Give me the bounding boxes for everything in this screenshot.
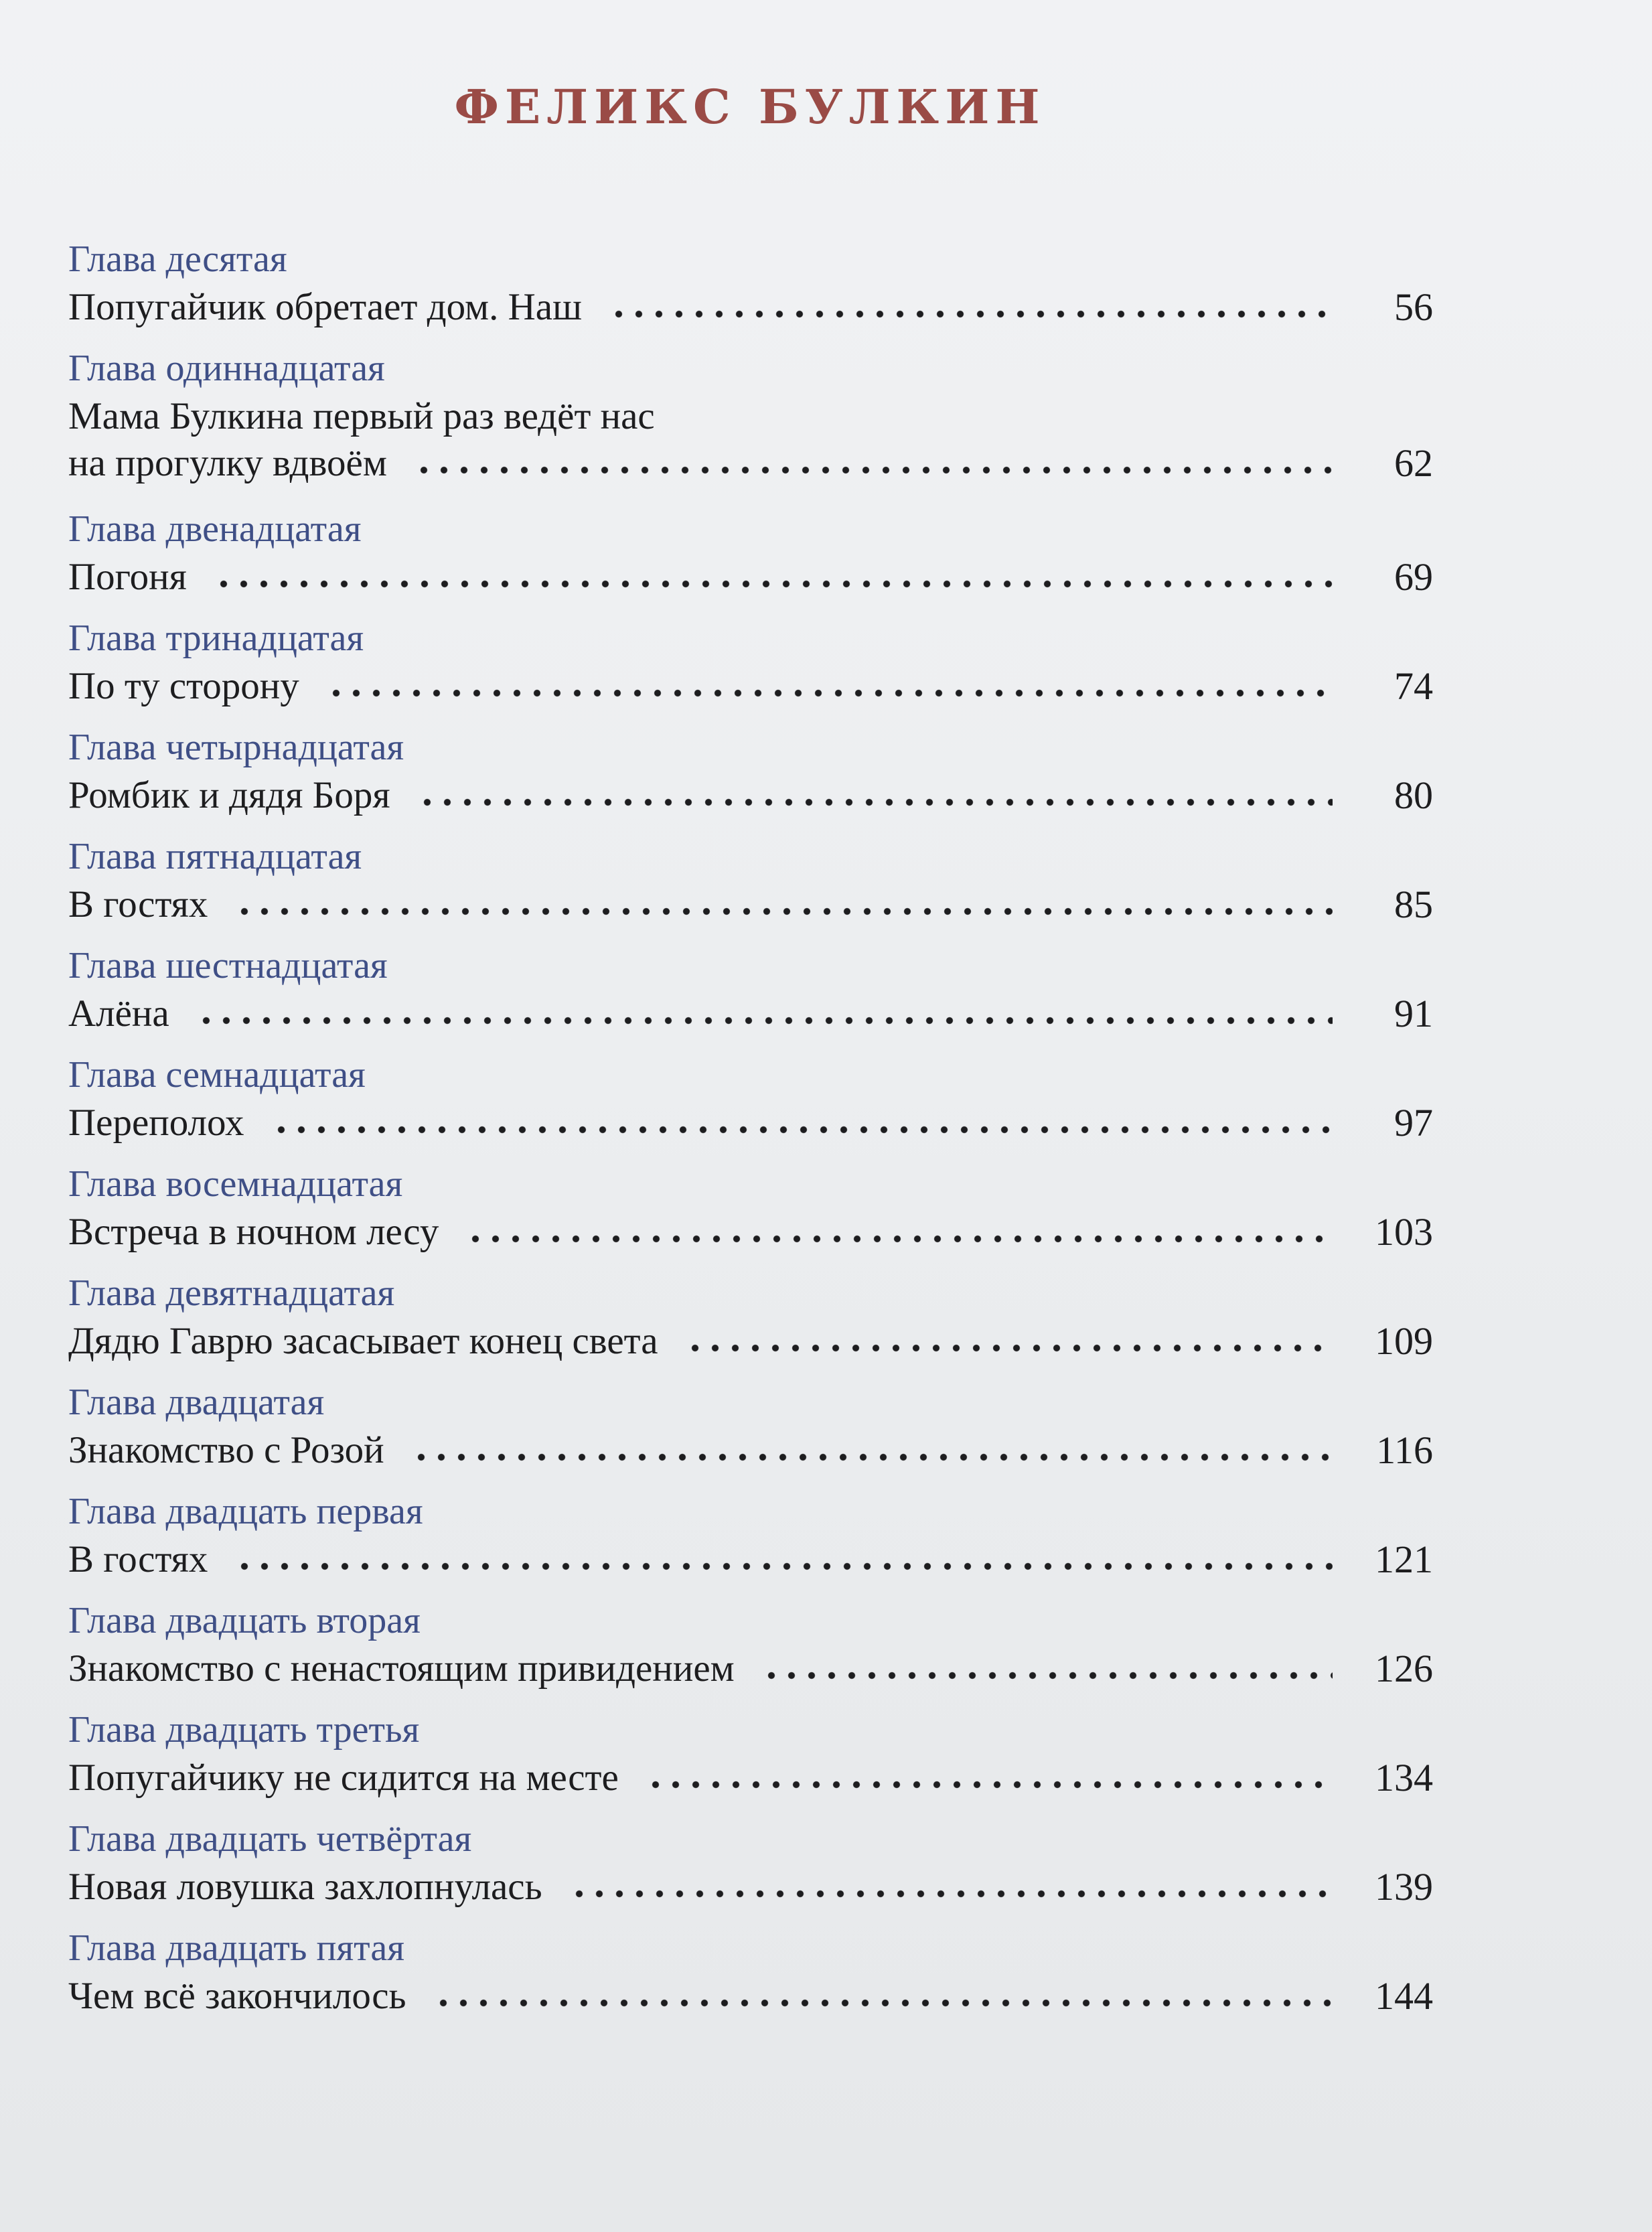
dot-leader bbox=[411, 1450, 1333, 1464]
chapter-title: Новая ловушка захлопнулась bbox=[68, 1866, 542, 1908]
chapter-title: По ту сторону bbox=[68, 665, 299, 707]
chapter-title: Погоня bbox=[68, 556, 187, 598]
dot-leader bbox=[761, 1669, 1333, 1682]
chapter-label: Глава девятнадцатая bbox=[68, 1272, 395, 1314]
chapter-title: на прогулку вдвоём bbox=[68, 442, 387, 484]
dot-leader bbox=[646, 1778, 1333, 1791]
chapter-title: В гостях bbox=[68, 883, 208, 925]
chapter-label: Глава тринадцатая bbox=[68, 617, 364, 659]
toc-entry bbox=[54, 238, 1433, 347]
chapter-label: Глава одиннадцатая bbox=[68, 348, 385, 389]
chapter-title-line1: Мама Булкина первый раз ведёт нас bbox=[68, 395, 655, 437]
dot-leader bbox=[569, 1887, 1333, 1901]
toc-line bbox=[68, 394, 1433, 439]
dot-leader bbox=[326, 686, 1333, 700]
dot-leader bbox=[414, 463, 1333, 477]
chapter-title: Встреча в ночном лесу bbox=[68, 1211, 439, 1253]
toc-line bbox=[68, 1974, 1433, 2019]
dot-leader bbox=[685, 1341, 1333, 1355]
toc-line bbox=[68, 441, 1433, 486]
dot-leader bbox=[214, 577, 1333, 591]
toc-line bbox=[68, 1864, 1433, 1910]
page-number: 85 bbox=[1394, 883, 1433, 926]
page-number: 144 bbox=[1375, 1974, 1433, 2018]
page-number: 109 bbox=[1375, 1319, 1433, 1363]
dot-leader bbox=[234, 905, 1333, 918]
toc-entry bbox=[54, 1927, 1433, 2036]
toc-entry bbox=[54, 1708, 1433, 1817]
page-number: 97 bbox=[1394, 1101, 1433, 1144]
dot-leader bbox=[234, 1560, 1333, 1573]
toc-entry bbox=[54, 347, 1433, 508]
chapter-title: Знакомство с Розой bbox=[68, 1429, 384, 1471]
chapter-label: Глава пятнадцатая bbox=[68, 836, 362, 877]
chapter-label: Глава двадцать первая bbox=[68, 1491, 423, 1532]
toc-entry bbox=[54, 617, 1433, 726]
toc-entry bbox=[54, 1599, 1433, 1708]
chapter-title: Попугайчик обретает дом. Наш bbox=[68, 286, 582, 328]
toc-line bbox=[68, 1319, 1433, 1364]
page-number: 139 bbox=[1375, 1865, 1433, 1909]
chapter-title: Дядю Гаврю засасывает конец света bbox=[68, 1320, 658, 1362]
page-number: 80 bbox=[1394, 773, 1433, 817]
chapter-label: Глава шестнадцатая bbox=[68, 945, 388, 986]
toc-entry bbox=[54, 1053, 1433, 1163]
toc-line bbox=[68, 285, 1433, 330]
toc-entry bbox=[54, 1817, 1433, 1927]
page-number: 91 bbox=[1394, 992, 1433, 1035]
toc-line bbox=[68, 991, 1433, 1037]
chapter-label: Глава восемнадцатая bbox=[68, 1163, 403, 1205]
chapter-title: Чем всё закончилось bbox=[68, 1975, 406, 2017]
chapter-label: Глава четырнадцатая bbox=[68, 727, 404, 768]
toc-entry bbox=[54, 1163, 1433, 1272]
toc-line bbox=[68, 664, 1433, 709]
chapter-label: Глава двадцать третья bbox=[68, 1709, 420, 1751]
toc-line bbox=[68, 882, 1433, 927]
chapter-label: Глава десятая bbox=[68, 238, 287, 280]
toc-line bbox=[68, 1537, 1433, 1582]
table-of-contents bbox=[54, 238, 1433, 2036]
page-number: 126 bbox=[1375, 1647, 1433, 1690]
toc-line bbox=[68, 1646, 1433, 1692]
toc-entry bbox=[54, 944, 1433, 1053]
chapter-label: Глава двенадцатая bbox=[68, 508, 362, 550]
chapter-title: В гостях bbox=[68, 1538, 208, 1580]
chapter-label: Глава двадцать вторая bbox=[68, 1600, 421, 1641]
dot-leader bbox=[609, 307, 1333, 321]
chapter-label: Глава двадцать пятая bbox=[68, 1927, 404, 1969]
page-number: 116 bbox=[1376, 1428, 1433, 1472]
toc-entry bbox=[54, 1381, 1433, 1490]
dot-leader bbox=[196, 1014, 1333, 1027]
dot-leader bbox=[465, 1232, 1333, 1246]
toc-line bbox=[68, 1755, 1433, 1801]
page-number: 74 bbox=[1394, 664, 1433, 708]
toc-line bbox=[68, 1428, 1433, 1473]
toc-entry bbox=[54, 1272, 1433, 1381]
toc-line bbox=[68, 1100, 1433, 1146]
page-number: 121 bbox=[1375, 1538, 1433, 1581]
book-title: ФЕЛИКС БУЛКИН bbox=[454, 79, 1046, 135]
page-number: 56 bbox=[1394, 285, 1433, 329]
dot-leader bbox=[417, 796, 1333, 809]
toc-line bbox=[68, 1209, 1433, 1255]
chapter-title: Переполох bbox=[68, 1102, 244, 1144]
dot-leader bbox=[271, 1123, 1333, 1136]
chapter-title: Попугайчику не сидится на месте bbox=[68, 1757, 619, 1799]
page-number: 69 bbox=[1394, 555, 1433, 599]
toc-entry bbox=[54, 835, 1433, 944]
toc-entry bbox=[54, 1490, 1433, 1599]
toc-entry bbox=[54, 726, 1433, 835]
chapter-title: Знакомство с ненастоящим привидением bbox=[68, 1647, 735, 1690]
chapter-label: Глава двадцатая bbox=[68, 1382, 325, 1423]
chapter-title: Ромбик и дядя Боря bbox=[68, 774, 390, 816]
chapter-label: Глава двадцать четвёртая bbox=[68, 1818, 472, 1860]
chapter-label: Глава семнадцатая bbox=[68, 1054, 366, 1096]
page-number: 134 bbox=[1375, 1756, 1433, 1799]
dot-leader bbox=[433, 1996, 1333, 2010]
toc-entry bbox=[54, 508, 1433, 617]
page-number: 62 bbox=[1394, 441, 1433, 485]
toc-line bbox=[68, 773, 1433, 818]
page-number: 103 bbox=[1375, 1210, 1433, 1254]
toc-line bbox=[68, 554, 1433, 600]
chapter-title: Алёна bbox=[68, 992, 169, 1035]
